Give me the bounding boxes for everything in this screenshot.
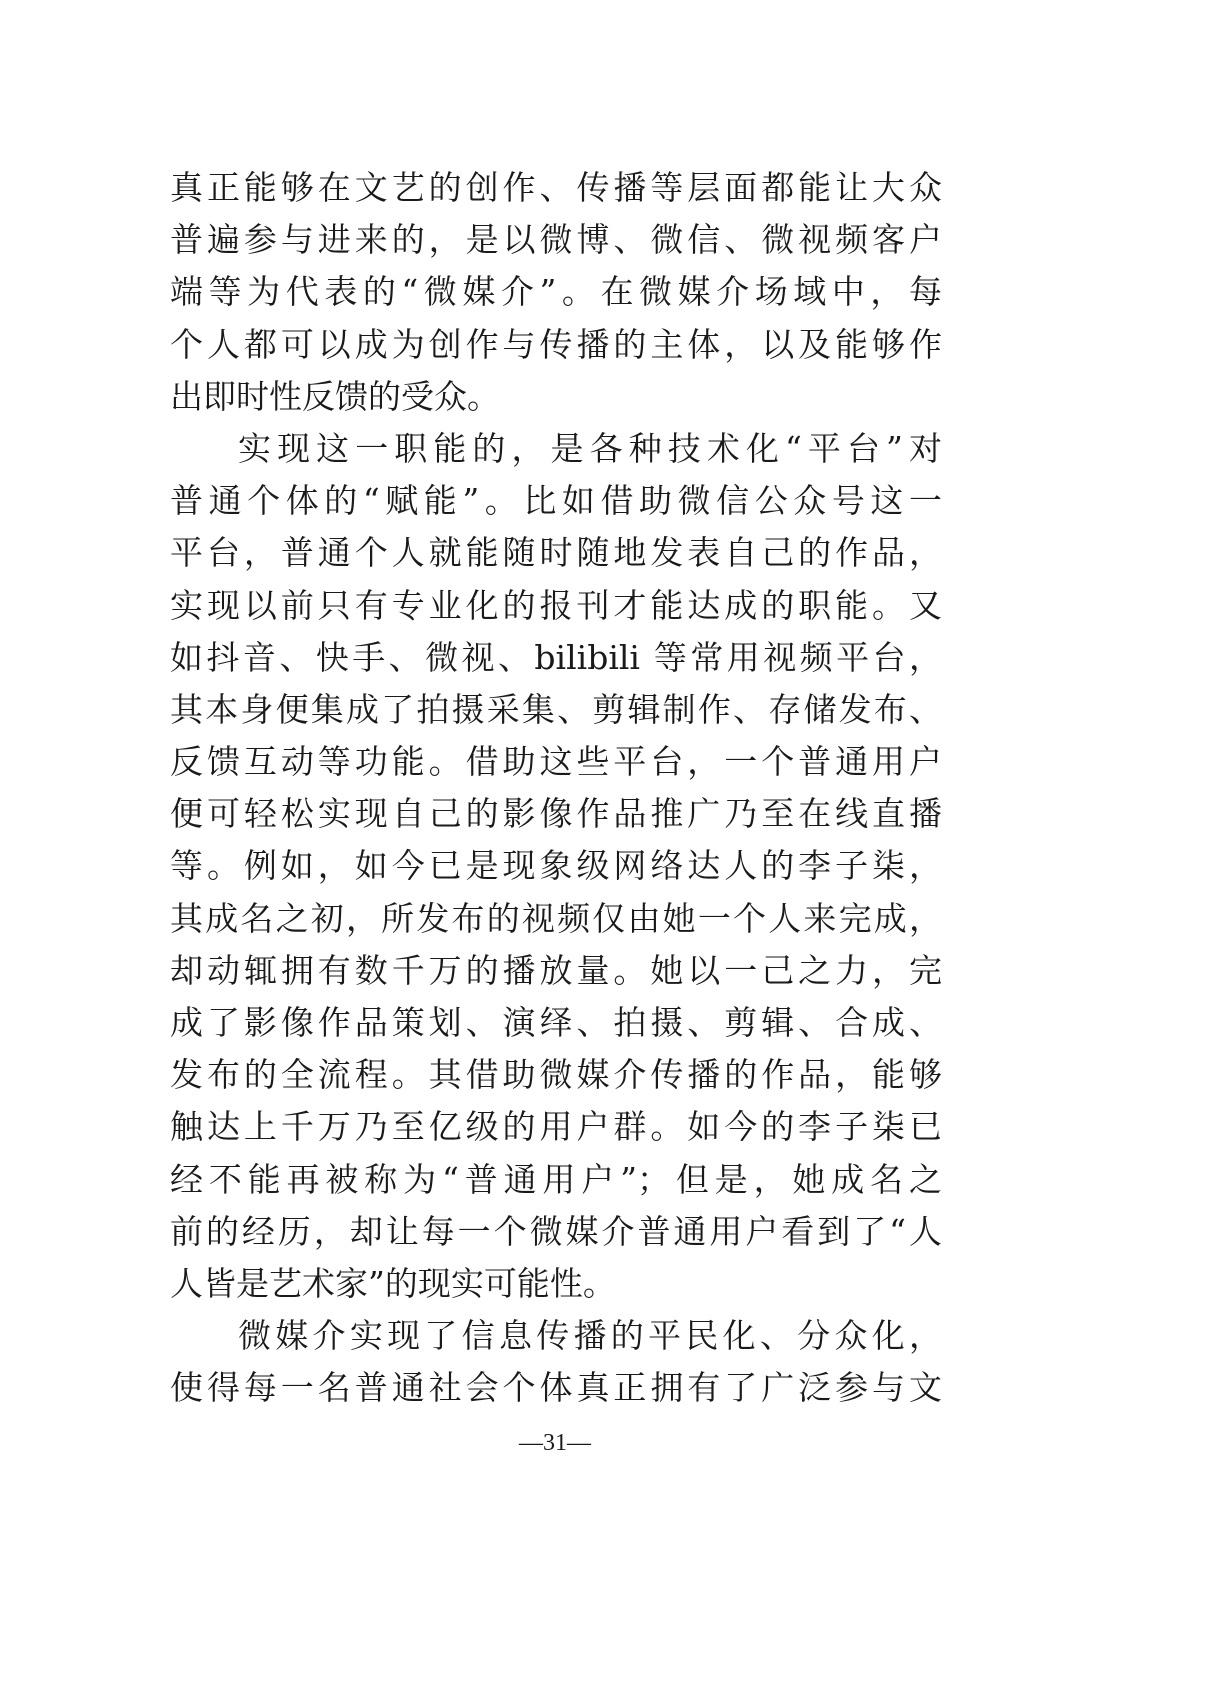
text-line: 便可轻松实现自己的影像作品推广乃至在线直播	[170, 794, 942, 834]
text-line: 真正能够在文艺的创作、传播等层面都能让大众	[170, 168, 942, 207]
text-line: 微媒介实现了信息传播的平民化、分众化，	[238, 1316, 942, 1356]
text-line: 使得每一名普通社会个体真正拥有了广泛参与文	[170, 1368, 942, 1408]
text-line: 出即时性反馈的受众。	[170, 376, 500, 416]
page-number: —31—	[519, 1430, 591, 1456]
text-line: 却动辄拥有数千万的播放量。她以一己之力，完	[170, 950, 942, 990]
text-line: 等。例如，如今已是现象级网络达人的李子柒，	[170, 846, 942, 886]
text-line: 其成名之初，所发布的视频仅由她一个人来完成，	[170, 898, 942, 938]
text-line: 如抖音、快手、微视、bilibili 等常用视频平台，	[170, 637, 942, 677]
text-line: 反馈互动等功能。借助这些平台，一个普通用户	[170, 742, 942, 782]
text-line: 其本身便集成了拍摄采集、剪辑制作、存储发布、	[170, 689, 942, 729]
text-line: 经不能再被称为“普通用户”；但是，她成名之	[170, 1159, 942, 1199]
text-line: 个人都可以成为创作与传播的主体，以及能够作	[170, 324, 942, 364]
text-line: 普遍参与进来的，是以微博、微信、微视频客户	[170, 220, 942, 260]
text-line: 人皆是艺术家”的现实可能性。	[170, 1263, 616, 1303]
text-line: 触达上千万乃至亿级的用户群。如今的李子柒已	[170, 1107, 942, 1147]
text-line: 实现以前只有专业化的报刊才能达成的职能。又	[170, 585, 942, 625]
text-line: 前的经历，却让每一个微媒介普通用户看到了“人	[170, 1211, 942, 1251]
text-line: 普通个体的“赋能”。比如借助微信公众号这一	[170, 481, 942, 521]
text-line: 平台，普通个人就能随时随地发表自己的作品，	[170, 533, 942, 573]
text-line: 发布的全流程。其借助微媒介传播的作品，能够	[170, 1055, 942, 1095]
text-line: 成了影像作品策划、演绎、拍摄、剪辑、合成、	[170, 1003, 942, 1042]
document-body	[170, 162, 942, 1415]
text-line: 实现这一职能的，是各种技术化“平台”对	[238, 428, 942, 468]
text-line: 端等为代表的“微媒介”。在微媒介场域中，每	[170, 272, 942, 312]
